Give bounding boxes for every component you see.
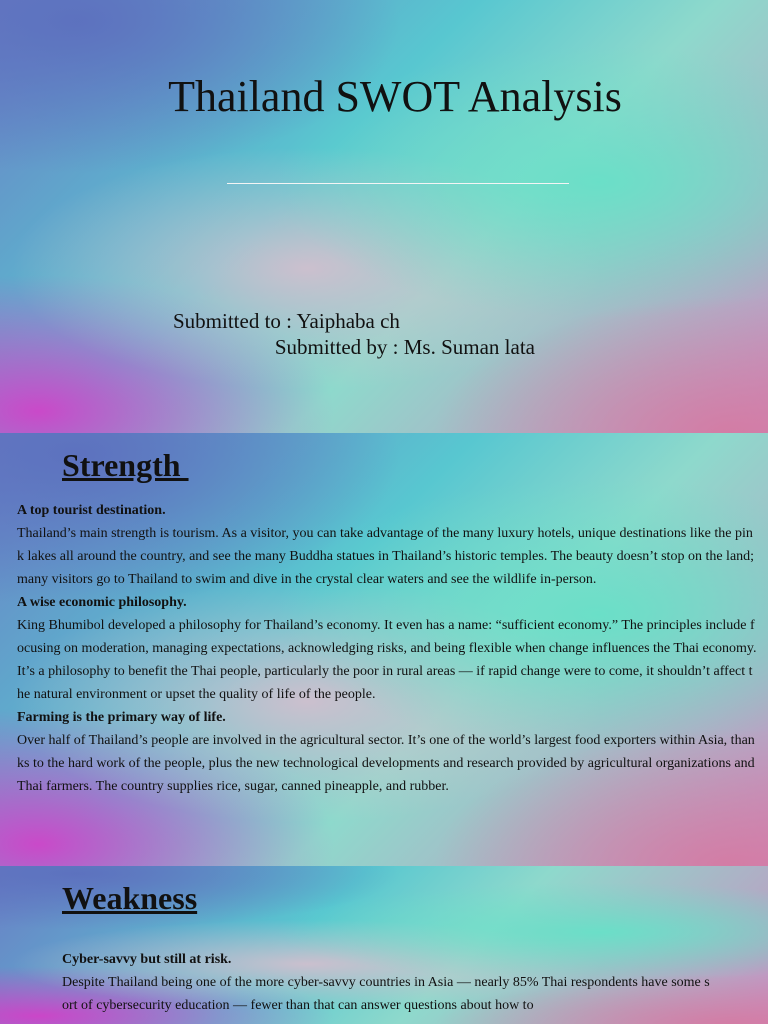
strength-item-2-lead: A wise economic philosophy. [17, 595, 187, 610]
submitted-to: Submitted to : Yaiphaba ch [173, 309, 400, 333]
weakness-heading: Weakness [62, 880, 198, 916]
weakness-item-1-text: Despite Thailand being one of the more cyber-savvy countries in Asia — nearly 85% Thai respondents have some sort of cybersecurity education — fewer than that can answer questions about how to [62, 975, 710, 1013]
strength-item-1-lead: A top tourist destination. [17, 503, 166, 518]
title-slide [0, 0, 768, 433]
weakness-item-1-lead: Cyber-savvy but still at risk. [62, 952, 232, 967]
strength-slide [0, 433, 768, 866]
weakness-body [62, 948, 712, 1017]
strength-body [17, 499, 757, 798]
title-divider [227, 183, 569, 184]
strength-item-3-lead: Farming is the primary way of life. [17, 710, 226, 725]
strength-item-2-text: King Bhumibol developed a philosophy for Thailand’s economy. It even has a name: “sufficient economy.” The principles include focusing on moderation, managing expectations, acknowledging risks, and being flexible when change influences the Thai economy. It’s a philosophy to benefit the Thai people, particularly the poor in rural areas — if rapid change were to come, it shouldn’t affect the natural environment or upset the quality of life of the people. [17, 618, 757, 702]
submitted-by: Submitted by : Ms. Suman lata [274, 335, 535, 359]
strength-heading: Strength [62, 447, 189, 483]
page-title: Thailand SWOT Analysis [168, 72, 622, 121]
strength-item-1-text: Thailand’s main strength is tourism. As a visitor, you can take advantage of the many luxury hotels, unique destinations like the pink lakes all around the country, and see the many Buddha statues in Thailand’s historic temples. The beauty doesn’t stop on the land; many visitors go to Thailand to swim and dive in the crystal clear waters and see the wildlife in-person. [17, 526, 755, 587]
strength-item-3-text: Over half of Thailand’s people are involved in the agricultural sector. It’s one of the world’s largest food exporters within Asia, thanks to the hard work of the people, plus the new technological developments and research provided by agricultural organizations and Thai farmers. The country supplies rice, sugar, canned pineapple, and rubber. [17, 733, 755, 794]
weakness-slide [0, 866, 768, 1024]
